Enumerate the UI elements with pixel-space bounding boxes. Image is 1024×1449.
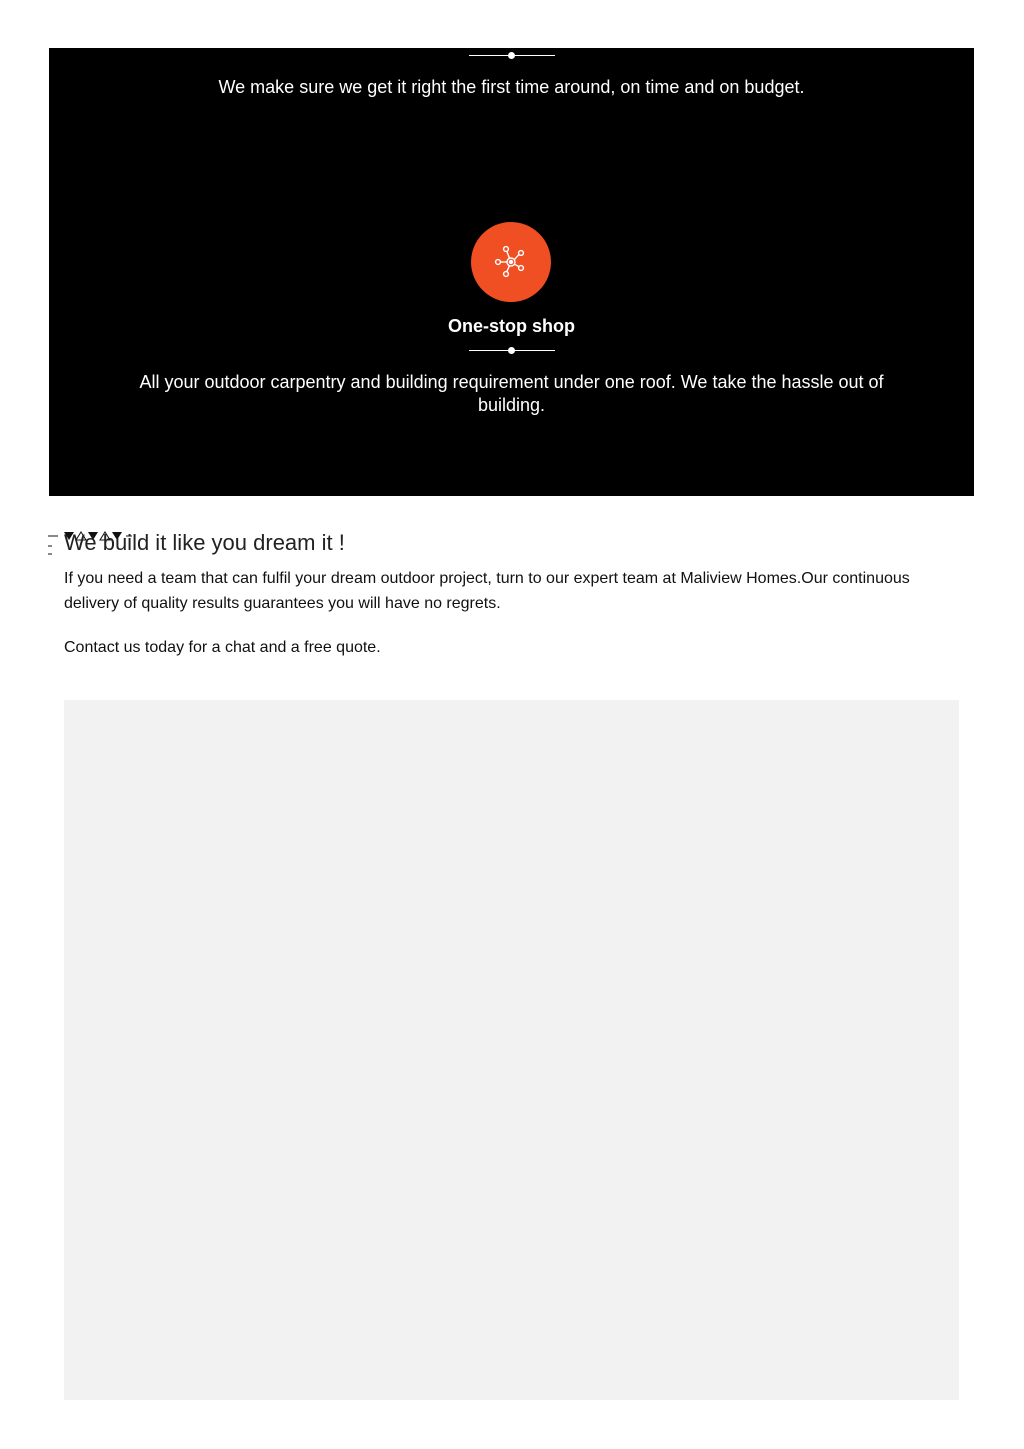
contact-paragraph: Contact us today for a chat and a free quote. [64,639,381,656]
network-nodes-icon [471,222,551,302]
media-placeholder [64,700,959,1400]
feature-divider [469,346,555,355]
feature-title: One-stop shop [448,316,575,336]
features-band [49,48,974,496]
intro-text: We make sure we get it right the first time around, on time and on budget. [218,77,805,97]
feature-description: All your outdoor carpentry and building requirement under one roof. We take the hassle out of building. [139,372,884,415]
top-divider [469,51,555,60]
about-paragraph: If you need a team that can fulfil your dream outdoor project, turn to our expert team at Maliview Homes.Our continuous delivery of quality results guarantees you will have no regrets. [64,570,910,612]
section-title: We build it like you dream it ! [64,530,345,555]
